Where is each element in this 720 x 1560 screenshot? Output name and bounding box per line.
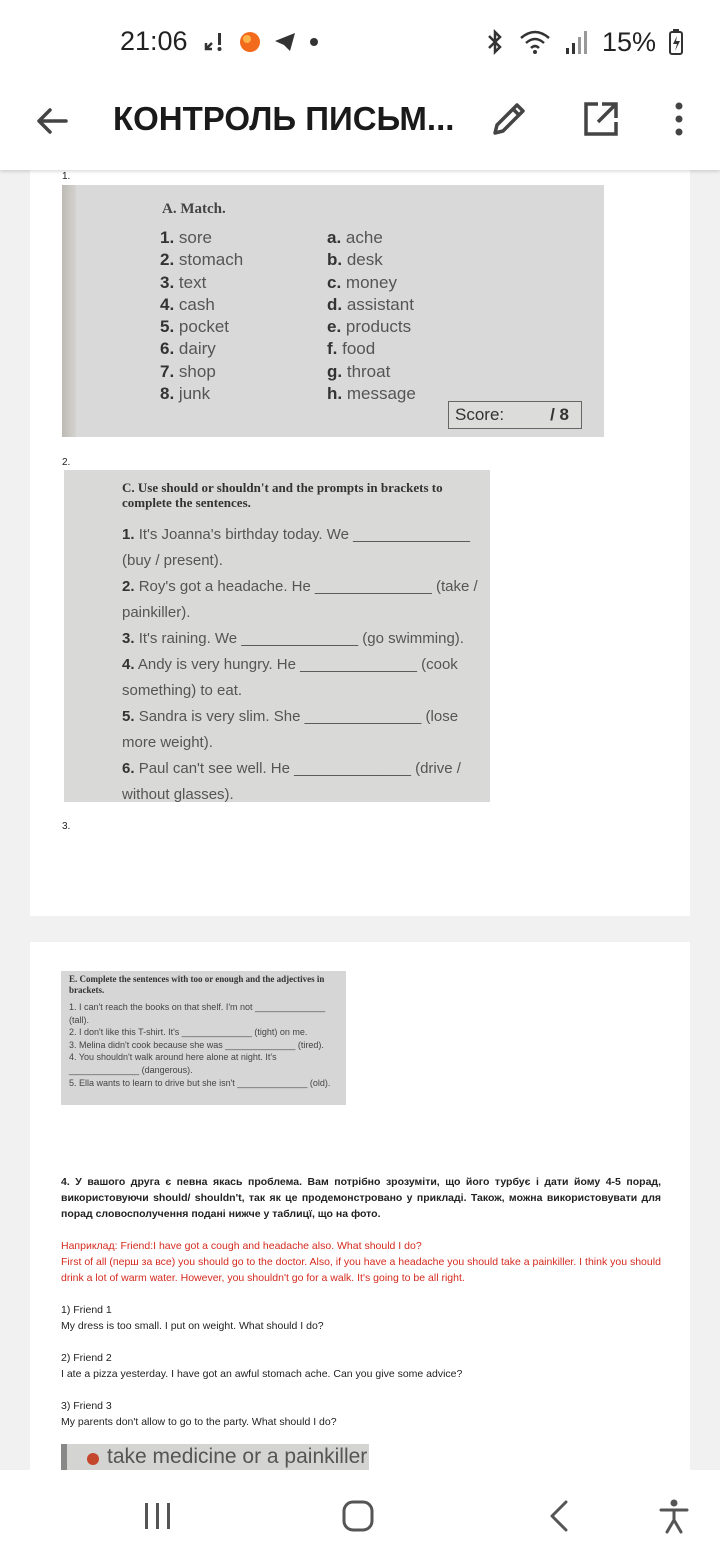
- section-number: 1.: [62, 171, 71, 182]
- should-sentences: [122, 522, 484, 802]
- signal-icon: [564, 28, 590, 56]
- recent-apps-icon[interactable]: [138, 1496, 178, 1536]
- advice-table-photo: [61, 1444, 369, 1470]
- should-sentence: 4. Andy is very hungry. He ______________ (cook something) to eat.: [122, 656, 458, 699]
- match-left-item: 7. shop: [160, 361, 216, 381]
- document-page-1: [30, 170, 690, 916]
- too-enough-sentence: 5. Ella wants to learn to drive but she isn't ______________ (old).: [69, 1077, 331, 1088]
- match-left-item: 4. cash: [160, 294, 215, 314]
- more-options-icon[interactable]: [662, 96, 696, 142]
- bullet-icon: [87, 1453, 99, 1465]
- should-heading: C. Use should or shouldn't and the prompts in brackets to complete the sentences.: [122, 480, 443, 510]
- match-left-item: 1. sore: [160, 228, 212, 247]
- document-title: КОНТРОЛЬ ПИСЬМ...: [113, 100, 455, 137]
- task-4-intro: 4. У вашого друга є певна якась проблема. Вам потрібно зрозуміти, що його турбує і дати йому 4-5 порад, використовуючи should/ shouldn't, так як це продемонстровано у прикладі. Також, можна використовувати для порад словосполучення подані нижче у таблицї, що на фото.: [61, 1176, 661, 1220]
- should-sentence: 5. Sandra is very slim. She ______________ (lose more weight).: [122, 708, 459, 751]
- battery-percent: 15%: [601, 26, 656, 57]
- should-sentence: 1. It's Joanna's birthday today. We ______________ (buy / present).: [122, 526, 470, 569]
- accessibility-icon[interactable]: [654, 1496, 694, 1536]
- too-enough-sentence: 2. I don't like this T-shirt. It's ______________ (tight) on me.: [69, 1027, 308, 1038]
- friend-problem: My parents don't allow to go to the party. What should I do?: [61, 1416, 337, 1428]
- match-right-item: h. message: [327, 384, 416, 404]
- example-answer: First of all (перш за все) you should go to the doctor. Also, if you have a headache you should take a painkiller. I think you should drink a lot of warm water. However, you shouldn't go for a walk. It's going to be all right.: [61, 1256, 661, 1284]
- too-enough-sentences: [69, 1001, 341, 1089]
- telegram-icon: [272, 29, 298, 55]
- match-right-item: c. money: [327, 272, 397, 292]
- open-external-icon[interactable]: [578, 96, 624, 142]
- section-number: 3.: [62, 821, 71, 832]
- app-bar: [0, 82, 720, 170]
- document-page-2: [30, 942, 690, 1470]
- photo-edge: [61, 1444, 67, 1470]
- match-right-item: f. food: [327, 339, 376, 359]
- back-arrow-icon[interactable]: [30, 98, 76, 144]
- should-sentence: 3. It's raining. We ______________ (go swimming).: [122, 630, 464, 647]
- score-label: Score:: [455, 405, 505, 424]
- match-left-column: [160, 227, 243, 405]
- match-left-item: 3. text: [160, 272, 207, 292]
- app-notification-icon: [238, 30, 262, 54]
- match-right-item: d. assistant: [327, 294, 414, 314]
- match-right-item: g. throat: [327, 361, 391, 381]
- friend-label: 3) Friend 3: [61, 1400, 112, 1412]
- section-number: 2.: [62, 457, 71, 468]
- match-right-item: a. ache: [327, 228, 383, 247]
- advice-caption: take medicine or a painkiller: [107, 1445, 368, 1468]
- should-exercise-photo: [64, 470, 490, 802]
- back-nav-icon[interactable]: [540, 1496, 580, 1536]
- match-exercise-photo: [62, 185, 604, 437]
- navigation-bar: [0, 1470, 720, 1560]
- score-box: [448, 401, 582, 429]
- match-right-column: [327, 227, 416, 405]
- status-time: 21:06: [120, 26, 188, 56]
- match-left-item: 5. pocket: [160, 317, 230, 337]
- match-left-item: 2. stomach: [160, 250, 244, 270]
- match-right-item: e. products: [327, 317, 412, 337]
- too-enough-sentence: 3. Melina didn't cook because she was ______________ (tired).: [69, 1039, 324, 1050]
- battery-charging-icon: [668, 28, 684, 56]
- bluetooth-icon: [484, 28, 506, 56]
- task-4: [61, 1174, 661, 1430]
- missed-call-icon: [202, 29, 228, 55]
- friend-label: 1) Friend 1: [61, 1304, 112, 1316]
- home-icon[interactable]: [338, 1496, 378, 1536]
- too-enough-sentence: 1. I can't reach the books on that shelf. I'm not ______________ (tall).: [69, 1002, 326, 1025]
- match-left-item: 6. dairy: [160, 339, 216, 359]
- example-question: Наприклад: Friend:I have got a cough and headache also. What should I do?: [61, 1240, 422, 1252]
- dot-icon: [308, 36, 320, 48]
- friend-problem: My dress is too small. I put on weight. What should I do?: [61, 1320, 324, 1332]
- friend-label: 2) Friend 2: [61, 1352, 112, 1364]
- too-enough-heading: E. Complete the sentences with too or enough and the adjectives in brackets.: [69, 974, 325, 995]
- wifi-icon: [518, 28, 552, 56]
- edit-pencil-icon[interactable]: [486, 96, 532, 142]
- notification-icons: [202, 26, 320, 58]
- friend-problem: I ate a pizza yesterday. I have got an awful stomach ache. Can you give some advice?: [61, 1368, 463, 1380]
- score-value: / 8: [550, 405, 569, 424]
- match-right-item: b. desk: [327, 250, 383, 270]
- should-sentence: 6. Paul can't see well. He ______________ (drive / without glasses).: [122, 760, 461, 802]
- too-enough-exercise-photo: [61, 971, 346, 1105]
- should-sentence: 2. Roy's got a headache. He ______________ (take / painkiller).: [122, 578, 478, 621]
- too-enough-sentence: 4. You shouldn't walk around here alone at night. It's ______________ (dangerous).: [69, 1052, 277, 1075]
- match-heading: A. Match.: [162, 201, 226, 217]
- book-binding: [62, 185, 76, 437]
- document-viewport[interactable]: [0, 170, 720, 1470]
- match-left-item: 8. junk: [160, 384, 211, 404]
- system-icons: [484, 26, 684, 58]
- status-bar: [0, 0, 720, 82]
